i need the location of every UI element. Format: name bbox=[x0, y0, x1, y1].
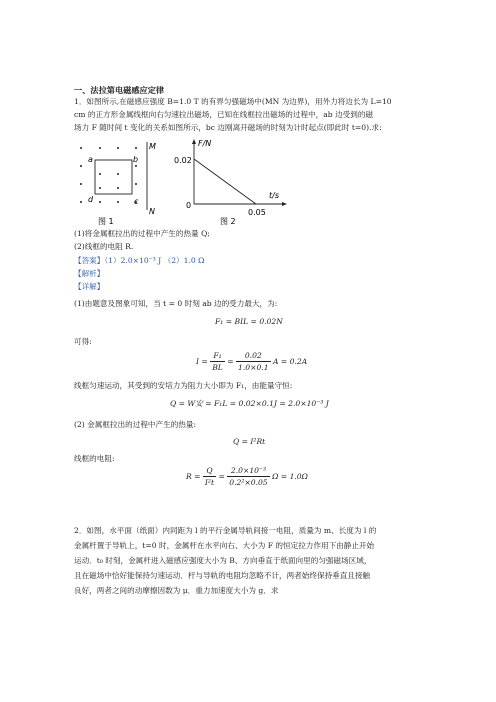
q2-text-line-1: 2．如图，水平面（纸面）内同距为 l 的平行金属导轨间接一电阻，质量为 m、长度为 l 的 bbox=[74, 526, 377, 535]
x-axis-label: t/s bbox=[269, 191, 279, 200]
eq2-num-2: 0.02 bbox=[236, 350, 271, 362]
q1-detail-line-2: 可得: bbox=[74, 337, 92, 346]
q1-text-line-2: cm 的正方形金属线框向右匀速拉出磁场，已知在线框拉出磁场的过程中，ab 边受到的磁 bbox=[74, 110, 374, 119]
force-line bbox=[194, 159, 256, 204]
eq2-fraction-1 bbox=[210, 350, 225, 374]
q1-text-line-1: 1．如图所示,在磁感应强度 B=1.0 T 的有界匀强磁场中(MN 为边界)，用外力将边长为 L=10 bbox=[74, 97, 392, 106]
y-axis-arrow bbox=[192, 139, 196, 144]
eq2-lhs: I = bbox=[196, 356, 208, 366]
q1-ask-2: (2)线框的电阻 R. bbox=[74, 242, 134, 251]
origin-label: 0 bbox=[186, 201, 192, 210]
eq5-fraction-2 bbox=[227, 465, 269, 489]
equation-4: Q = I²Rt bbox=[233, 437, 266, 446]
eq5-rhs: Ω = 1.0Ω bbox=[272, 471, 308, 481]
label-N: N bbox=[149, 207, 155, 216]
eq5-num-1: Q bbox=[203, 465, 216, 477]
x-tick-label: 0.05 bbox=[248, 208, 266, 217]
q1-ask-1: (1)将金属框拉出的过程中产生的热量 Q; bbox=[74, 229, 210, 238]
figure-2-force-time-graph bbox=[172, 136, 290, 228]
q1-answer: 【答案】（1）2.0×10⁻³ J （2）1.0 Ω bbox=[74, 256, 205, 265]
equation-2 bbox=[196, 350, 307, 374]
q2-text-line-3: 运动．t₀ 时刻，金属杆进入磁感应强度大小为 B、方向垂直于纸面向里的匀强磁场区域， bbox=[74, 556, 372, 565]
eq2-den-2: 1.0×0.1 bbox=[238, 363, 269, 373]
eq2-num-1: F₁ bbox=[210, 350, 225, 362]
eq5-fraction-1 bbox=[203, 465, 216, 489]
label-d: d bbox=[88, 195, 94, 204]
figure-1-caption: 图 1 bbox=[98, 217, 114, 226]
label-c: c bbox=[134, 197, 139, 206]
q1-text-line-3: 场力 F 随时间 t 变化的关系如图所示，bc 边刚离开磁场的时刻为计时起点(即此时 t=0).求: bbox=[74, 123, 382, 132]
q1-detail-line-5: 线框的电阻: bbox=[74, 454, 115, 463]
q1-detail-line-4: (2) 金属框拉出的过程中产生的热量: bbox=[74, 420, 197, 429]
eq5-den-1: I²t bbox=[204, 478, 215, 488]
analysis-tag: 【解析】 bbox=[74, 269, 105, 278]
figure-2-caption: 图 2 bbox=[220, 217, 236, 226]
y-axis-label: F/N bbox=[198, 139, 212, 148]
eq2-fraction-2 bbox=[236, 350, 271, 374]
eq5-den-2: 0.2²×0.05 bbox=[229, 478, 268, 488]
q1-detail-line-1: (1)由题意及图象可知，当 t = 0 时刻 ab 边的受力最大，为: bbox=[74, 299, 278, 308]
eq2-rhs: A = 0.2A bbox=[273, 356, 308, 366]
section-title: 一、法拉第电磁感应定律 bbox=[74, 85, 165, 95]
eq2-mid: = bbox=[227, 356, 234, 366]
equation-3: Q = W安 = F₁L = 0.02×0.1J = 2.0×10⁻³ J bbox=[170, 399, 329, 408]
label-a: a bbox=[88, 155, 93, 164]
eq5-lhs: R = bbox=[186, 471, 201, 481]
label-b: b bbox=[133, 155, 139, 164]
eq2-den-1: BL bbox=[212, 363, 223, 373]
detail-tag: 【详解】 bbox=[74, 282, 105, 291]
label-M: M bbox=[149, 142, 156, 151]
figure-1-frame-diagram bbox=[76, 136, 168, 228]
eq5-num-2: 2.0×10⁻³ bbox=[227, 465, 269, 477]
q1-detail-line-3: 线框匀速运动，其受到的安培力为阻力大小即为 F₁，由能量守恒: bbox=[74, 381, 293, 390]
x-axis-arrow bbox=[282, 202, 287, 206]
q2-text-line-2: 金属杆置于导轨上，t=0 时，金属杆在水平向右、大小为 F 的恒定拉力作用下由静止开始 bbox=[74, 541, 375, 550]
square-frame bbox=[95, 160, 132, 194]
equation-5 bbox=[186, 465, 308, 489]
q2-text-line-5: 良好，两者之间的动摩擦因数为 μ．重力加速度大小为 g．求 bbox=[74, 586, 279, 595]
equation-1: F₁ = BIL = 0.02N bbox=[215, 317, 283, 326]
q2-text-line-4: 且在磁场中恰好能保持匀速运动．杆与导轨的电阻均忽略不计，两者始终保持垂直且接触 bbox=[74, 571, 371, 580]
eq5-mid: = bbox=[218, 471, 225, 481]
y-tick-label: 0.02 bbox=[174, 156, 192, 165]
